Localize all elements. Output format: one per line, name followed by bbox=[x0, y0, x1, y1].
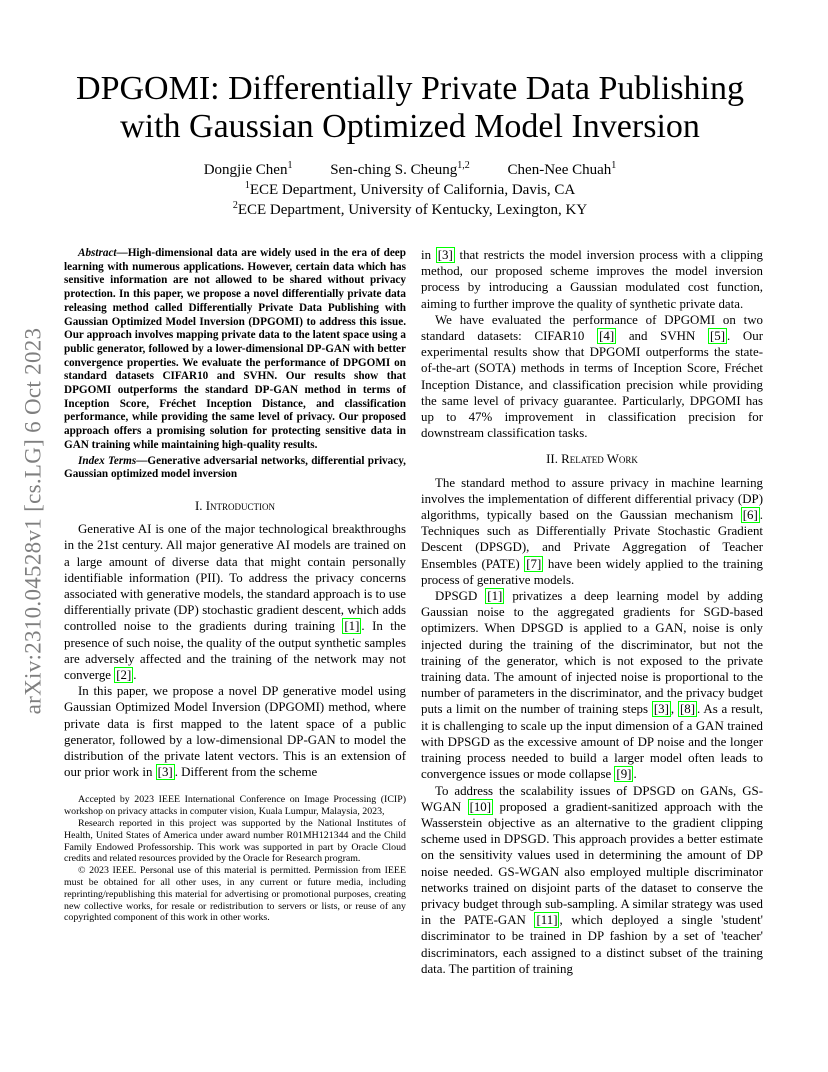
intro-paragraph-1: Generative AI is one of the major technological breakthroughs in the 21st century. All major generative AI models are trained on a large amount of diverse data that might contain personally identifiable information (PII). To address the privacy concerns associated with generative models, the standard approach is to use differentially private (DP) stochastic gradient descent, which adds controlled noise to the gradients during training [1] . In the presence of such noise, the quality of the output synthetic samples are adversely affected and the training of the network may not converge [2] . bbox=[64, 522, 407, 682]
intro-paragraph-3: We have evaluated the performance of DPGOMI on two standard datasets: CIFAR10 [4] and SVHN [5] . Our experimental results show that DPGOMI outperforms the state-of-the-art (SOTA) methods in terms of Inception Score, Fréchet Inception Distance, and classification precision while providing the same level of privacy guarantee. Particularly, DPGOMI has up to 47% improvement in classification precision for downstream classification tasks. bbox=[421, 312, 763, 441]
citation-link[interactable]: [3] bbox=[157, 765, 173, 780]
intro-paragraph-2-continued: in [3] that restricts the model inversion process with a clipping method, our proposed scheme improves the model inversion process by introducing a Gaussian modulated cost function, aiming to further improve the quality of synthetic private data. bbox=[421, 248, 763, 311]
citation-link[interactable]: [5] bbox=[709, 329, 725, 344]
footnotes bbox=[64, 794, 406, 924]
author-block bbox=[60, 160, 760, 220]
footnote: © 2023 IEEE. Personal use of this material is permitted. Permission from IEEE must be obtained for all other uses, in any current or future media, including reprinting/republishing this material for advertising or promotional purposes, creating new collective works, for resale or redistribution to servers or lists, or reuse of any copyrighted component of this work in other works. bbox=[64, 865, 406, 924]
author: Chen-Nee Chuah$^1$ bbox=[507, 160, 617, 178]
affiliation: $^2$ECE Department, University of Kentucky, Lexington, KY bbox=[232, 200, 588, 218]
arxiv-sidebar-stamp bbox=[18, 296, 48, 746]
left-column bbox=[64, 247, 406, 924]
citation-link[interactable]: [7] bbox=[526, 556, 542, 571]
section-heading-related-work: II. Related Work bbox=[546, 452, 638, 467]
footnote: Accepted by 2023 IEEE International Conference on Image Processing (ICIP) workshop on privacy attacks in computer vision, Kuala Lumpur, Malaysia, 2023, bbox=[64, 794, 406, 818]
title-line-2: with Gaussian Optimized Model Inversion bbox=[120, 108, 700, 145]
footnote: Research reported in this project was supported by the National Institutes of Health, United States of America under award number R01MH121344 and the Child Family Endowed Professorship. This work was supported in part by Oracle Cloud credits and related resources provided by the Oracle for Research program. bbox=[64, 818, 406, 865]
citation-link[interactable]: [6] bbox=[742, 508, 758, 523]
abstract: Abstract—High-dimensional data are widely used in the era of deep learning with numerous applications. However, certain data which has sensitive information are not allowed to be shared without privacy protection. In this paper, we propose a novel differentially private data releasing method called Differentially Private Data Publishing with Gaussian Optimized Model Inversion (DPGOMI) to address this issue. Our approach involves mapping private data to the latent space using a public generator, followed by a lower-dimensional DP-GAN with better convergence properties. We evaluate the performance of DPGOMI on standard datasets CIFAR10 and SVHN. Our results show that DPGOMI outperforms the standard DP-GAN method in terms of Inception Score, Fréchet Inception Distance, and classification performance, while providing the same level of privacy. Our proposed approach offers a promising solution for protecting sensitive data in GAN training while maintaining high-quality results. bbox=[64, 247, 406, 451]
right-column bbox=[421, 247, 763, 977]
affiliation: $^1$ECE Department, University of California, Davis, CA bbox=[244, 180, 576, 198]
title-line-1: DPGOMI: Differentially Private Data Publishing bbox=[76, 70, 744, 107]
citation-link[interactable]: [3] bbox=[653, 702, 669, 717]
author: Sen-ching S. Cheung$^{1,2}$ bbox=[330, 160, 470, 178]
intro-paragraph-2: In this paper, we propose a novel DP generative model using Gaussian Optimized Model Inversion (DPGOMI) method, where private data is first mapped to the latent space of a public generator, followed by a low-dimensional DP-GAN to model the distribution of the private latent vectors. This is an extension of our prior work in [3] . Different from the scheme bbox=[64, 684, 406, 780]
related-paragraph-1: The standard method to assure privacy in machine learning involves the implementation of different differential privacy (DP) algorithms, typically based on the Gaussian mechanism [6] . Techniques such as Differentially Private Stochastic Gradient Descent (DPSGD), and Private Aggregation of Teacher Ensembles (PATE) [7] have been widely applied to the training process of generative models. bbox=[421, 475, 764, 587]
citation-link[interactable]: [8] bbox=[679, 702, 696, 717]
citation-link[interactable]: [2] bbox=[116, 667, 132, 682]
author: Dongjie Chen$^1$ bbox=[203, 160, 293, 178]
citation-link[interactable]: [1] bbox=[487, 589, 503, 604]
citation-link[interactable]: [11] bbox=[536, 913, 558, 928]
author-list bbox=[60, 160, 760, 180]
section-heading-introduction: I. Introduction bbox=[194, 498, 276, 513]
index-terms: Index Terms—Generative adversarial networks, differential privacy, Gaussian optimized model inversion bbox=[64, 454, 406, 481]
citation-link[interactable]: [4] bbox=[599, 329, 615, 344]
related-paragraph-3: To address the scalability issues of DPSGD on GANs, GS-WGAN [10] proposed a gradient-sanitized approach with the Wasserstein objective as an alternative to the gradient clipping scheme used in DPSGD. This approach provides a better estimate on the sensitivity values used in determining the amount of DP noise needed. GS-WGAN also employed multiple discriminator networks trained on disjoint parts of the dataset to conserve the privacy budget through sub-sampling. A similar strategy was used in the PATE-GAN [11] , which deployed a single 'student' discriminator to be trained in DP fashion by a set of 'teacher' discriminators, each assigned to a distinct subset of the training data. The partition of training bbox=[421, 783, 764, 976]
citation-link[interactable]: [9] bbox=[616, 767, 632, 782]
citation-link[interactable]: [3] bbox=[437, 248, 453, 262]
paper-title bbox=[60, 70, 760, 146]
arxiv-id: arXiv:2310.04528v1 [cs.LG] 6 Oct 2023 bbox=[20, 327, 46, 715]
citation-link[interactable]: [10] bbox=[469, 799, 492, 814]
citation-link[interactable]: [1] bbox=[344, 619, 360, 634]
related-paragraph-2: DPSGD [1] privatizes a deep learning model by adding Gaussian noise to the aggregated gradients for SGD-based optimizers. When DPSGD is applied to a GAN, noise is only injected during the training of the discriminator, but not the training of the generator, which is not exposed to the private training data. The amount of injected noise is proportional to the number of parameters in the discriminator, and the privacy budget puts a limit on the number of training steps [3] , [8] . As a result, it is challenging to scale up the input dimension of a GAN trained with DPSGD as the excessive amount of DP noise and the longer training process needed to build a larger model often leads to convergence issues or mode collapse [9] . bbox=[421, 589, 763, 782]
